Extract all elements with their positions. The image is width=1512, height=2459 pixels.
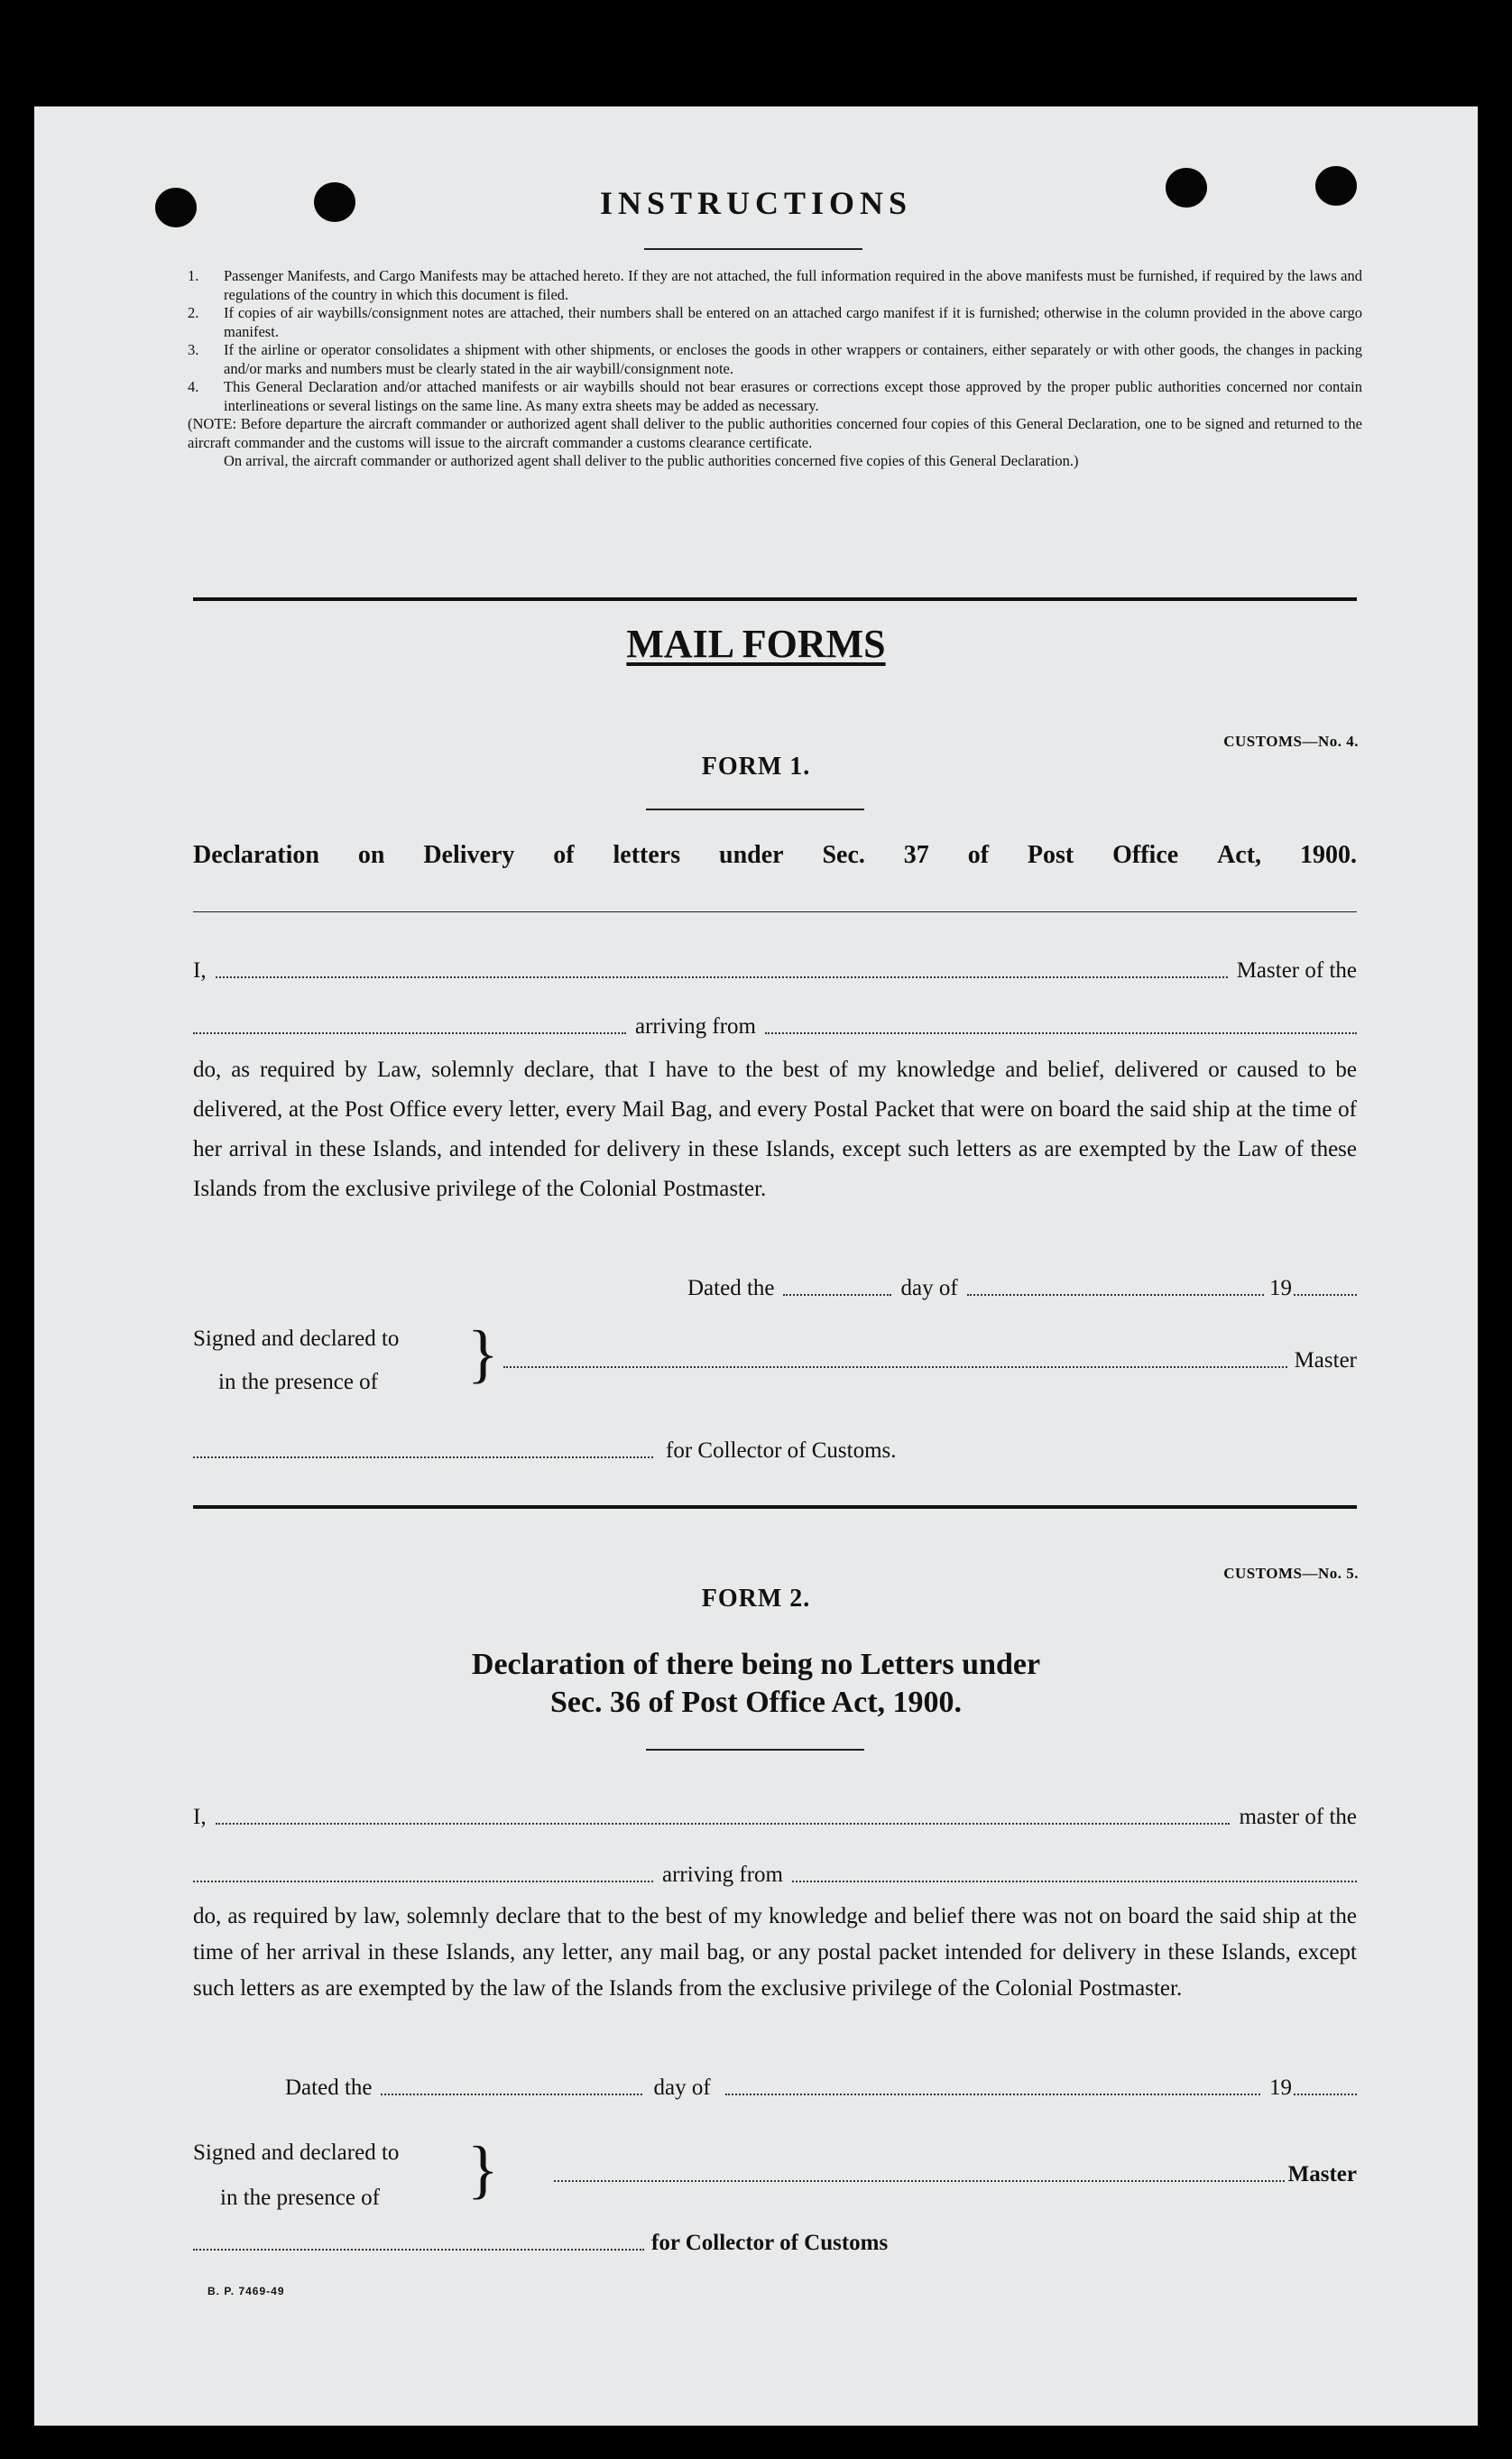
form2-ship-field[interactable] bbox=[193, 1881, 653, 1882]
form1-bottom-rule bbox=[193, 1505, 1357, 1509]
form1-master-line: I, Master of the bbox=[193, 958, 1357, 983]
form1-heading-word: 37 bbox=[903, 841, 929, 869]
instruction-note-2: On arrival, the aircraft commander or authorized agent shall deliver to the public authorities concerned five copies of this General Declaration.) bbox=[224, 452, 1079, 469]
instructions-title-rule bbox=[644, 248, 862, 250]
form1-master-signature-line: Master bbox=[503, 1348, 1357, 1373]
form1-heading-word: Declaration bbox=[193, 841, 319, 869]
mail-forms-title: MAIL FORMS bbox=[626, 622, 886, 666]
punch-hole-right-2 bbox=[1315, 166, 1357, 206]
form1-collector-field[interactable] bbox=[193, 1456, 653, 1458]
instructions-title: INSTRUCTIONS bbox=[599, 185, 913, 221]
form1-heading-word: letters bbox=[613, 841, 681, 869]
form1-heading bbox=[193, 841, 1357, 870]
form1-title-rule bbox=[646, 809, 864, 810]
form1-heading-word: Delivery bbox=[423, 841, 515, 869]
form1-year-field[interactable] bbox=[1294, 1294, 1357, 1296]
form1-body: do, as required by Law, solemnly declare, that I have to the best of my knowledge and belief, delivered or caused to be delivered, at the Post Office every letter, every Mail Bag, and every Postal Packet that were on board the said ship at the time of her arrival in these Islands, and intended for delivery in these Islands, except such letters as are exempted by the Law of these Islands from the exclusive privilege of the Colonial Postmaster. bbox=[193, 1058, 1357, 1201]
instruction-item: 3. If the airline or operator consolidates a shipment with other shipments, or encloses the goods in other wrappers or containers, either separately or with other goods, the changes in packing and/or marks and numbers must be clearly stated in the air waybill/consignment note. bbox=[188, 341, 1362, 377]
form1-brace: } bbox=[467, 1317, 499, 1390]
form1-name-field[interactable] bbox=[216, 976, 1228, 978]
form1-heading-word: under bbox=[719, 841, 784, 869]
form1-port-field[interactable] bbox=[765, 1032, 1357, 1034]
form1-heading-word: of bbox=[553, 841, 575, 869]
form2-customs-number: CUSTOMS—No. 5. bbox=[1223, 1565, 1359, 1582]
form2-year-field[interactable] bbox=[1294, 2094, 1357, 2095]
form1-customs-number: CUSTOMS—No. 4. bbox=[1223, 733, 1359, 750]
instructions-list bbox=[188, 267, 1362, 471]
form1-heading-word: Post bbox=[1027, 841, 1074, 869]
footer-print-code: B. P. 7469-49 bbox=[207, 2285, 285, 2297]
form1-collector-line: for Collector of Customs. bbox=[193, 1438, 1005, 1464]
form2-dated-line: Dated the day of 19 bbox=[285, 2075, 1357, 2101]
punch-hole-right-1 bbox=[1166, 168, 1207, 208]
form2-port-field[interactable] bbox=[792, 1881, 1357, 1882]
document-page bbox=[34, 106, 1478, 2426]
form2-master-signature-line: Master bbox=[554, 2162, 1357, 2187]
form1-heading-word: Act, bbox=[1217, 841, 1262, 869]
form1-heading-word: Sec. bbox=[822, 841, 865, 869]
form2-collector-field[interactable] bbox=[193, 2249, 644, 2251]
form1-title: FORM 1. bbox=[701, 753, 811, 781]
instructions-bottom-rule bbox=[193, 597, 1357, 601]
form1-month-field[interactable] bbox=[967, 1294, 1264, 1296]
form1-heading-word: on bbox=[357, 841, 385, 869]
form1-heading-word: Office bbox=[1112, 841, 1179, 869]
punch-hole-left-2 bbox=[314, 182, 355, 222]
instruction-note: (NOTE: Before departure the aircraft commander or authorized agent shall deliver to the public authorities concerned four copies of this General Declaration, one to be signed and returned to the aircraft commander and the customs will issue to the aircraft commander a customs clearance certificate. bbox=[188, 415, 1362, 451]
form2-signed-label-2: in the presence of bbox=[220, 2186, 381, 2210]
punch-hole-left-1 bbox=[155, 188, 197, 227]
form2-master-line: I, master of the bbox=[193, 1805, 1357, 1829]
form2-signed-label-1: Signed and declared to bbox=[193, 2140, 400, 2165]
form1-signature-field[interactable] bbox=[503, 1366, 1287, 1368]
form1-signed-label-1: Signed and declared to bbox=[193, 1327, 400, 1351]
form2-date-field[interactable] bbox=[381, 2094, 642, 2095]
form2-heading-line-2: Sec. 36 of Post Office Act, 1900. bbox=[549, 1686, 963, 1719]
instruction-item: 4. This General Declaration and/or attached manifests or air waybills should not bear erasures or corrections except those approved by the proper public authorities concerned nor contain interlineations or several listings on the same line. As many extra sheets may be added as necessary. bbox=[188, 378, 1362, 414]
form1-date-field[interactable] bbox=[783, 1294, 891, 1296]
form2-heading-line-1: Declaration of there being no Letters under bbox=[471, 1648, 1041, 1681]
form1-arriving-line: arriving from bbox=[193, 1014, 1357, 1040]
form2-collector-line: for Collector of Customs bbox=[193, 2231, 1005, 2256]
form1-signed-label-2: in the presence of bbox=[218, 1370, 379, 1394]
form2-month-field[interactable] bbox=[725, 2094, 1260, 2095]
form1-dated-line: Dated the day of 19 bbox=[687, 1276, 1357, 1301]
form2-arriving-line: arriving from bbox=[193, 1863, 1357, 1888]
instruction-item: 2. If copies of air waybills/consignment notes are attached, their numbers shall be entered on an attached cargo manifest if it is furnished; otherwise in the column provided in the above cargo manifest. bbox=[188, 304, 1362, 340]
instruction-item: 1. Passenger Manifests, and Cargo Manifests may be attached hereto. If they are not attached, the full information required in the above manifests must be furnished, if required by the laws and regulations of the country in which this document is filed. bbox=[188, 267, 1362, 303]
form1-heading-word: of bbox=[967, 841, 990, 869]
form2-name-field[interactable] bbox=[216, 1823, 1231, 1825]
form1-ship-field[interactable] bbox=[193, 1032, 626, 1034]
form2-body: do, as required by law, solemnly declare that to the best of my knowledge and belief there was not on board the said ship at the time of her arrival in these Islands, any letter, any mail bag, or any postal packet intended for delivery in these Islands, except such letters as are exempted by the law of the Islands from the exclusive privilege of the Colonial Postmaster. bbox=[193, 1904, 1357, 2001]
form2-title: FORM 2. bbox=[701, 1585, 811, 1613]
form2-brace: } bbox=[467, 2133, 499, 2205]
form2-heading-rule bbox=[646, 1749, 864, 1751]
form1-heading-rule bbox=[193, 911, 1357, 912]
form2-signature-field[interactable] bbox=[554, 2180, 1285, 2182]
form1-heading-word: 1900. bbox=[1299, 841, 1357, 869]
